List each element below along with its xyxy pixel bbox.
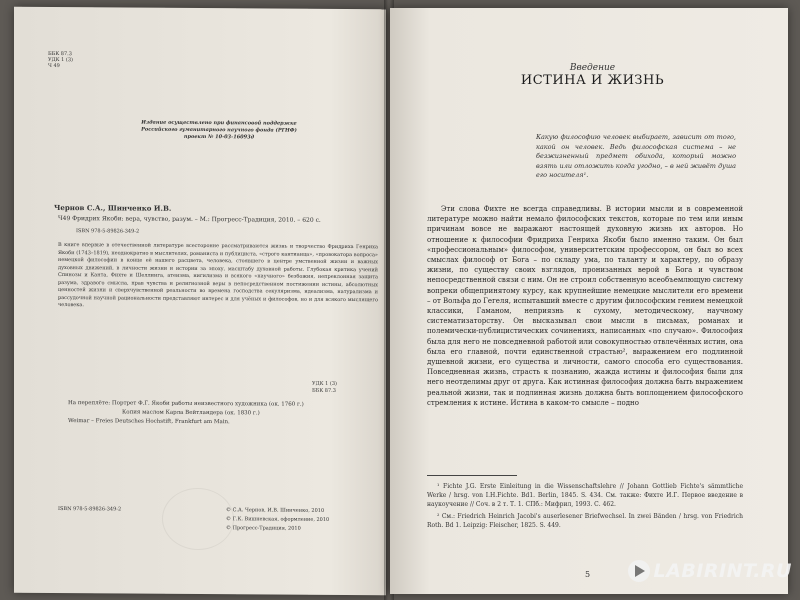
footnote: ² См.: Friedrich Heinrich Jacobi's auserlesener Briefwechsel. In zwei Bänden / hrsg. von Friedrich Roth. Bd 1. Leipzig: Fleischer, 1825. S. 449.	[427, 513, 743, 529]
cover-note-line: Weimar – Freies Deutsches Hochstift, Frankfurt am Main.	[68, 418, 230, 426]
udk-bottom	[312, 381, 372, 395]
bibliographic-title: Ч49 Фридрих Якоби: вера, чувство, разум. – М.: Прогресс-Традиция, 2010. – 620 с.	[58, 215, 321, 224]
cover-note-line: Копия маслом Карла Вейтландера (ок. 1830 г.)	[122, 409, 260, 417]
funding-note: Издание осуществлено при финансовой поддержке Российского гуманитарного научного фонда (РГНФ) проект № 10-03-16093д	[141, 119, 297, 141]
footnotes	[427, 482, 743, 533]
copyright-line: © Г.К. Вишневская, оформление, 2010	[226, 516, 330, 523]
udk-line: УДК 1 (3)	[48, 56, 73, 64]
copyright-line: © Прогресс-Традиция, 2010	[226, 525, 301, 532]
right-page	[390, 8, 788, 594]
bbk-codes	[48, 51, 108, 69]
body-text	[427, 204, 743, 408]
footnote: ¹ Fichte J.G. Erste Einleitung in die Wissenschaftslehre // Johann Gottlieb Fichte's sämmtliche Werke / hrsg. von I.H.Fichte. Bd1. Berlin, 1845. S. 434. См. также: Фихте И.Г. Первое введение в наукоучение // Соч. в 2 т. Т. 1. СПб.: Мифрил, 1993. С. 462.	[427, 483, 743, 508]
watermark	[628, 560, 792, 582]
bbk-bottom-line: ББК 87.3	[312, 387, 336, 394]
left-page	[14, 7, 386, 596]
epigraph: Какую философию человек выбирает, зависит от того, какой он человек. Ведь философская система – не безжизненный предмет обихода, который можно взять или отложить когда угодно, – в ней живёт душа его носителя¹.	[536, 133, 736, 179]
play-icon	[628, 560, 650, 582]
cover-note-line: На переплёте: Портрет Ф.Г. Якоби работы неизвестного художника (ок. 1760 г.)	[68, 400, 304, 408]
bbk-line: ББК 87.3	[48, 50, 72, 58]
body-paragraph: Эти слова Фихте не всегда справедливы. В истории мысли и в современной литературе можно найти немало философских текстов, которые по тем или иным причинам вовсе не выражают настоящей духовную жизнь их авторов. Но отношение к философии Фридриха Генриха Якоби было именно таким. Он был «профессиональным» философом, университетским профессором, он был во всех смыслах философ от Бога – по складу ума, по таланту и характеру, по образу жизни, по существу своих взглядов, пронизанных верой в Бога и чувством непосредственной связи с ним. Он не строил собственную всеобъемлющую систему вопреки общепринятому курсу, как крупнейшие немецкие мыслители его времени – от Вольфа до Гегеля, испытавший вместе с другим философским гением немецкой классики, Гаманом, неприязнь к сухому, методическому, научному систематизаторству. Он высказывал свои мысли в письмах, романах и полемически-публицистических сочинениях, написанных «по случаю». Философия была для него не повседневной работой или совокупностью отвлечённых истин, она была его главной, почти единственной страстью², выражением его подлинной душевной жизни, его существа и личности, самого способа его существования. Повседневная жизнь, страсть к познанию, жажда истины и философия были для него неотделимы друг от друга. Как истинная философия должна быть выражением реальной жизни, так и подлинная жизнь должна быть воплощением философского стремления к истине. Истина в каком-то смысле – подно	[427, 205, 743, 407]
section-label: Введение	[569, 63, 616, 73]
isbn-bottom: ISBN 978-5-89826-349-2	[58, 506, 122, 513]
udk-bottom-line: УДК 1 (3)	[312, 380, 337, 387]
author-mark: Ч 49	[48, 62, 60, 70]
author-line: Чернов С.А., Шинченко И.В.	[54, 202, 172, 213]
copyright-line: © С.А. Чернов, И.В. Шинченко, 2010	[226, 507, 325, 514]
footnote-rule	[427, 475, 517, 476]
section-title: ИСТИНА И ЖИЗНЬ	[520, 73, 665, 88]
annotation: В книге впервые в отечественной литературе всесторонне рассматриваются жизнь и творчество Фридриха Генриха Якоби (1743–1819), неоднократно в мыслителях, романиста и публициста, «строго кантианца», «провокатора вопроса» немецкой философии в конце её нашего расцвета, человека, стоявшего в центре умственной жизни и важных духовных движений, в личности жизни и истории за эпоху, масштабу духовной работы. Глубокая критика учений Спинозы и Канта, Фихте и Шеллинга, атеизма, нигилизма и всякого «научного» безбожия, непреклонная защита разума, здравого смысла, прав чувства и религиозной веры в непосредственном постижении истины, абсолютных ценностей жизни и сверхчувственной реальности во времена господства секуляризма, идеализма, натурализма и рассудочной научной рациональности представляют интерес и для учёных и философов, но и для всякого мыслящего человека.	[58, 242, 378, 309]
copyrights	[226, 506, 386, 534]
cover-note	[68, 399, 368, 428]
page-stamp	[162, 488, 234, 551]
watermark-text: LABIRINT.RU	[653, 560, 792, 582]
isbn-top: ISBN 978-5-89826-349-2	[76, 228, 140, 235]
page-number: 5	[585, 570, 591, 579]
